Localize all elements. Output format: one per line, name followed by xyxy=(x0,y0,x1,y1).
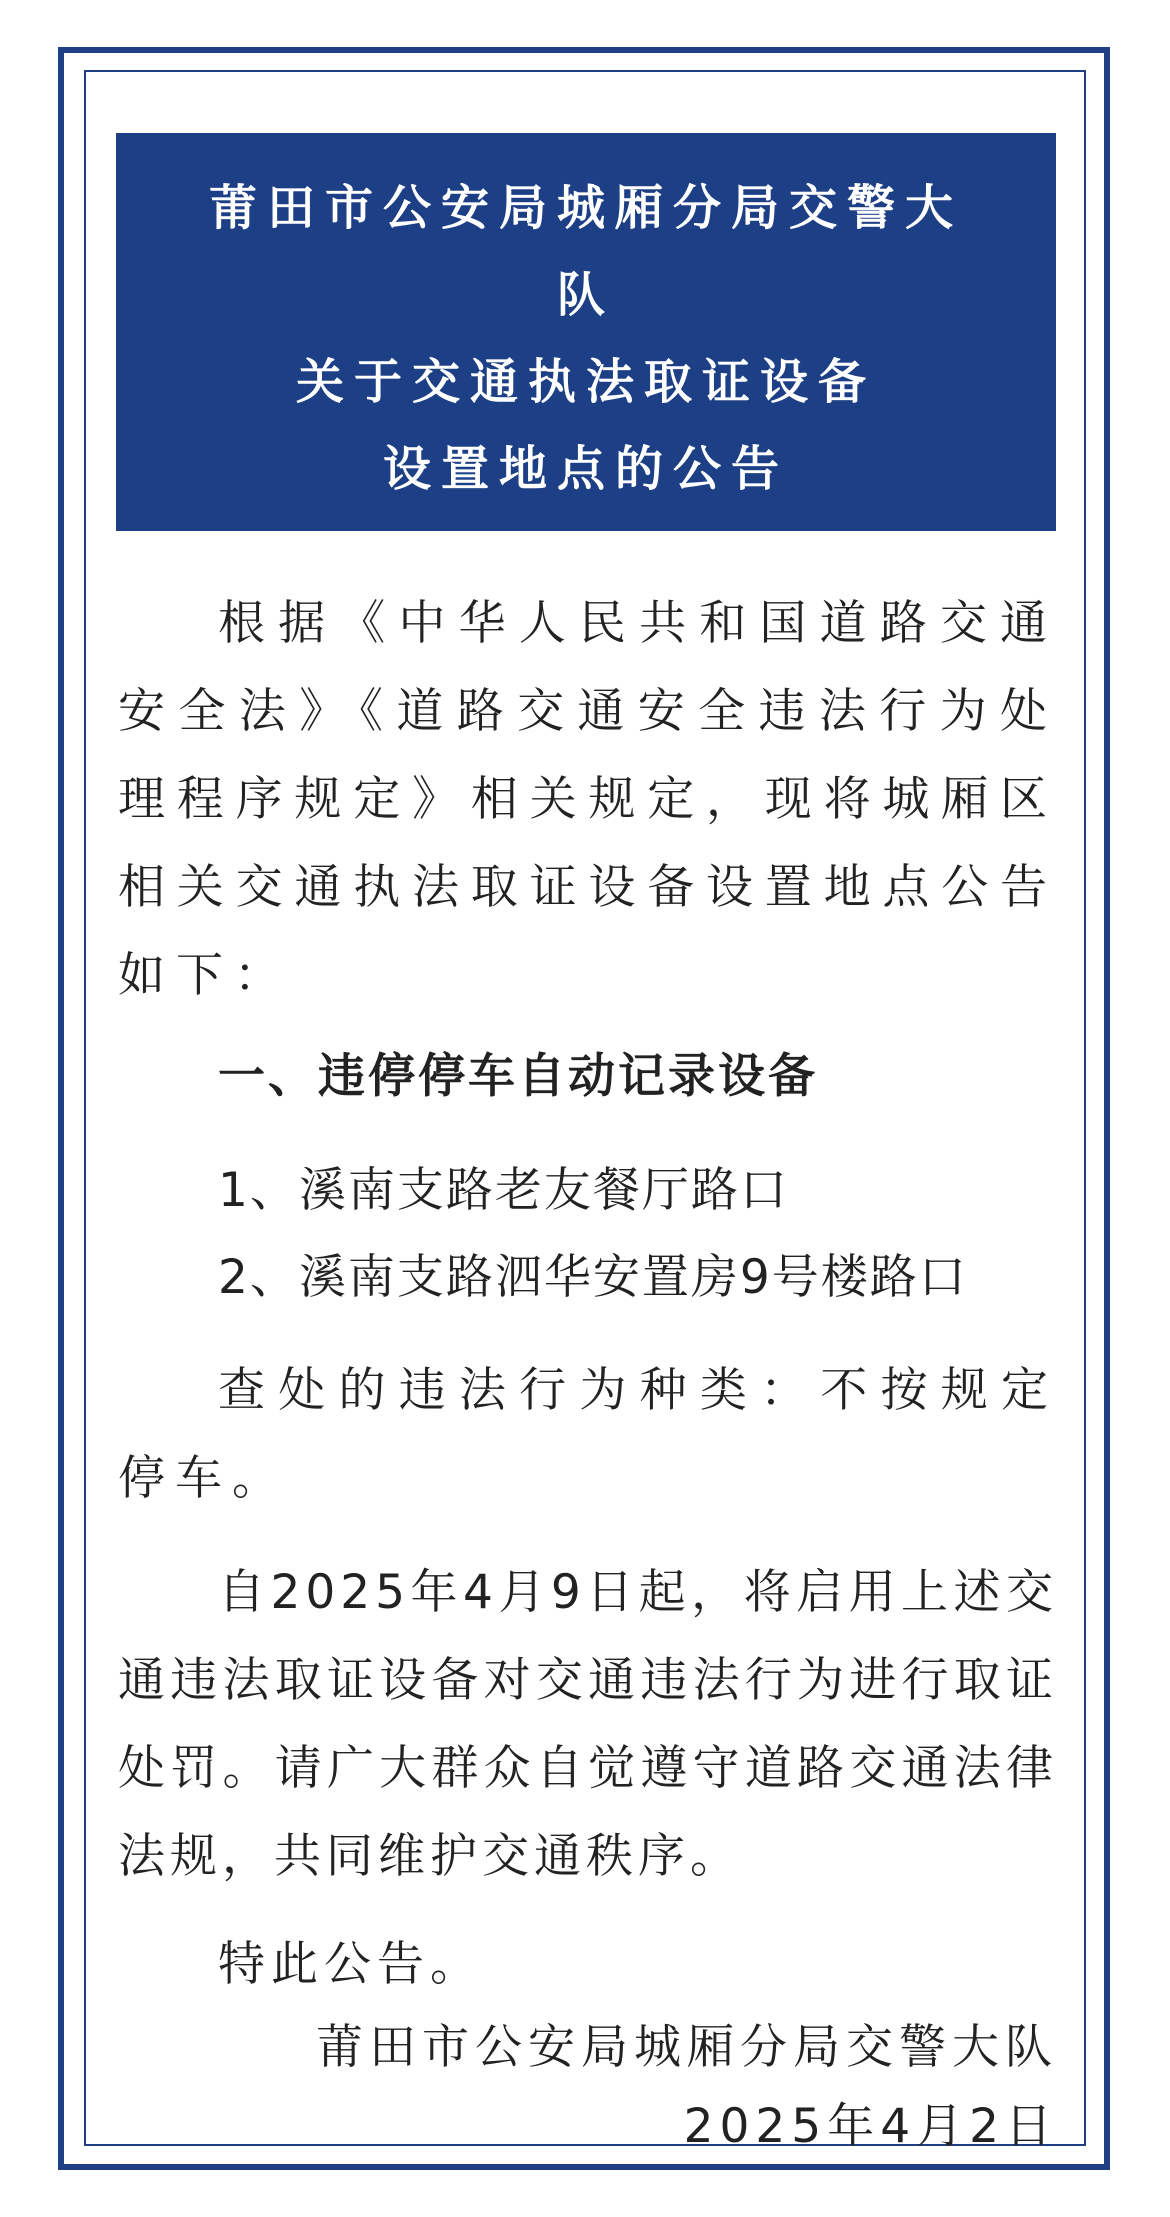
closing-text: 特此公告。 xyxy=(218,1937,483,1992)
issue-date: 2025年4月2日 xyxy=(683,2099,1058,2154)
title-line-2: 队 xyxy=(556,267,615,323)
location-item-1: 1、溪南支路老友餐厅路口 xyxy=(218,1163,789,1218)
issuer-signature: 莆田市公安局城厢分局交警大队 xyxy=(316,2020,1058,2075)
title-line-4: 设置地点的公告 xyxy=(382,441,789,497)
announcement-body xyxy=(118,580,1058,2167)
title-line-3: 关于交通执法取证设备 xyxy=(295,354,876,410)
location-item-2: 2、溪南支路泗华安置房9号楼路口 xyxy=(218,1250,968,1305)
intro-paragraph: 根据《中华人民共和国道路交通安全法》《道路交通安全违法行为处理程序规定》相关规定，现将城厢区相关交通执法取证设备设置地点公告如下： xyxy=(118,596,1058,1003)
title-line-1: 莆田市公安局城厢分局交警大 xyxy=(208,180,963,236)
announcement-title-banner xyxy=(116,133,1056,531)
effective-notice-paragraph: 自2025年4月9日起，将启用上述交通违法取证设备对交通违法行为进行取证处罚。请广大群众自觉遵守道路交通法律法规，共同维护交通秩序。 xyxy=(118,1565,1058,1884)
section-heading: 一、违停停车自动记录设备 xyxy=(218,1049,818,1104)
violation-type-paragraph: 查处的违法行为种类：不按规定停车。 xyxy=(118,1363,1058,1506)
